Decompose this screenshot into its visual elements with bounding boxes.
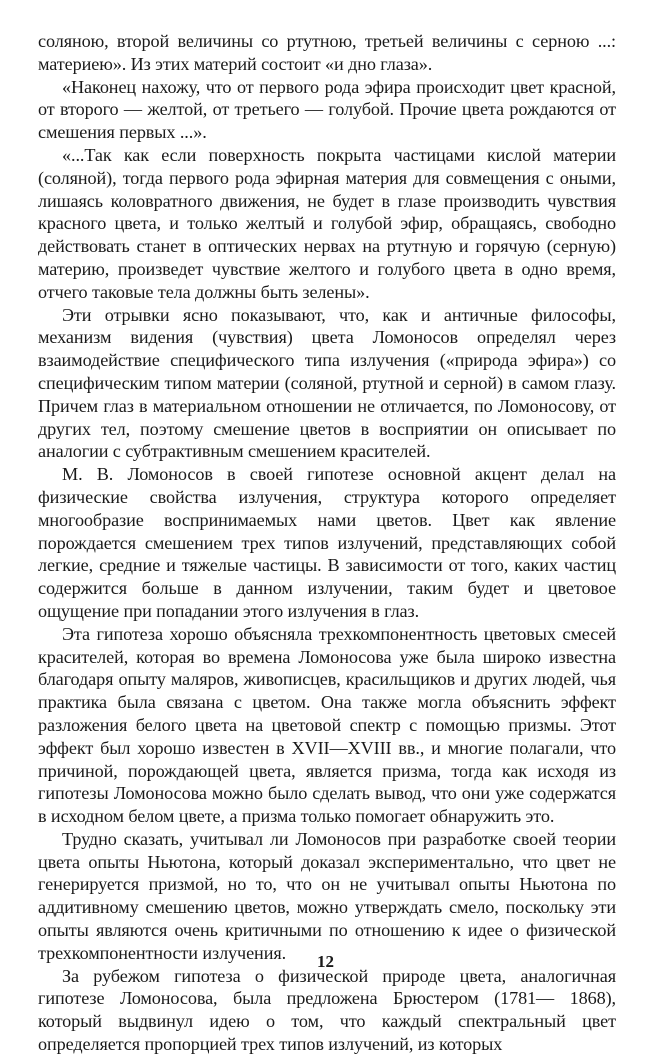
paragraph-8: За рубежом гипотеза о физической природе цвета, аналогичная гипотезе Ломоносова, была предложена Брюстером (1781— 1868), который выдвинул идею о том, что каждый спектральный цвет определяется пропорцией трех типов излучений, из которых: [38, 965, 616, 1055]
paragraph-6: Эта гипотеза хорошо объясняла трехкомпонентность цветовых смесей красителей, которая во времена Ломоносова уже была широко известна благодаря опыту маляров, живописцев, красильщиков и других людей, чья практика была связана с цветом. Она также могла объяснить эффект разложения белого цвета на цветовой спектр с помощью призмы. Этот эффект был хорошо известен в XVII—XVIII вв., и многие полагали, что причиной, порождающей цвета, является призма, тогда как исходя из гипотезы Ломоносова можно было сделать вывод, что они уже содержатся в исходном белом цвете, а призма только помогает обнаружить это.: [38, 623, 616, 827]
paragraph-3: «...Так как если поверхность покрыта частицами кислой материи (соляной), тогда первого рода эфирная материя для совмещения с оными, лишаясь коловратного движения, не будет в глазе производить чувствия красного цвета, и только желтый и голубой эфир, обращаясь, свободно действовать станет в оптических нервах на ртутную и горячую (серную) материю, произведет чувствие желтого и голубого цвета в одно время, отчего таковые тела должны быть зелены».: [38, 144, 616, 302]
page-text: [38, 30, 616, 1056]
paragraph-5: М. В. Ломоносов в своей гипотезе основной акцент делал на физические свойства излучения, структура которого определяет многообразие воспринимаемых нами цветов. Цвет как явление порождается смешением трех типов излучений, представляющих собой легкие, средние и тяжелые частицы. В зависимости от того, каких частиц содержится больше в данном излучении, таким будет и цветовое ощущение при попадании этого излучения в глаз.: [38, 464, 616, 621]
paragraph-1: соляною, второй величины со ртутною, третьей величины с серною ...: материею». Из этих материй состоит «и дно глаза».: [38, 31, 616, 74]
paragraph-4: Эти отрывки ясно показывают, что, как и античные философы, механизм видения (чувствия) цвета Ломоносов определял через взаимодействие специфического типа излучения («природа эфира») со специфическим типом материи (соляной, ртутной и серной) в самом глазу. Причем глаз в материальном отношении не отличается, по Ломоносову, от других тел, поэтому смешение цветов в восприятии он описывает по аналогии с субтрактивным смешением красителей.: [38, 304, 616, 462]
page-number: 12: [317, 952, 334, 971]
paragraph-7: Трудно сказать, учитывал ли Ломоносов при разработке своей теории цвета опыты Ньютона, который доказал экспериментально, что цвет не генерируется призмой, но то, что он не учитывал опыты Ньютона по аддитивному смешению цветов, можно утверждать смело, поскольку эти опыты являются очень критичными по отношению к идее о физической трехкомпонентности излучения.: [38, 828, 616, 963]
paragraph-2: «Наконец нахожу, что от первого рода эфира происходит цвет красной, от второго — желтой, от третьего — голубой. Прочие цвета рождаются от смешения первых ...».: [38, 76, 616, 143]
